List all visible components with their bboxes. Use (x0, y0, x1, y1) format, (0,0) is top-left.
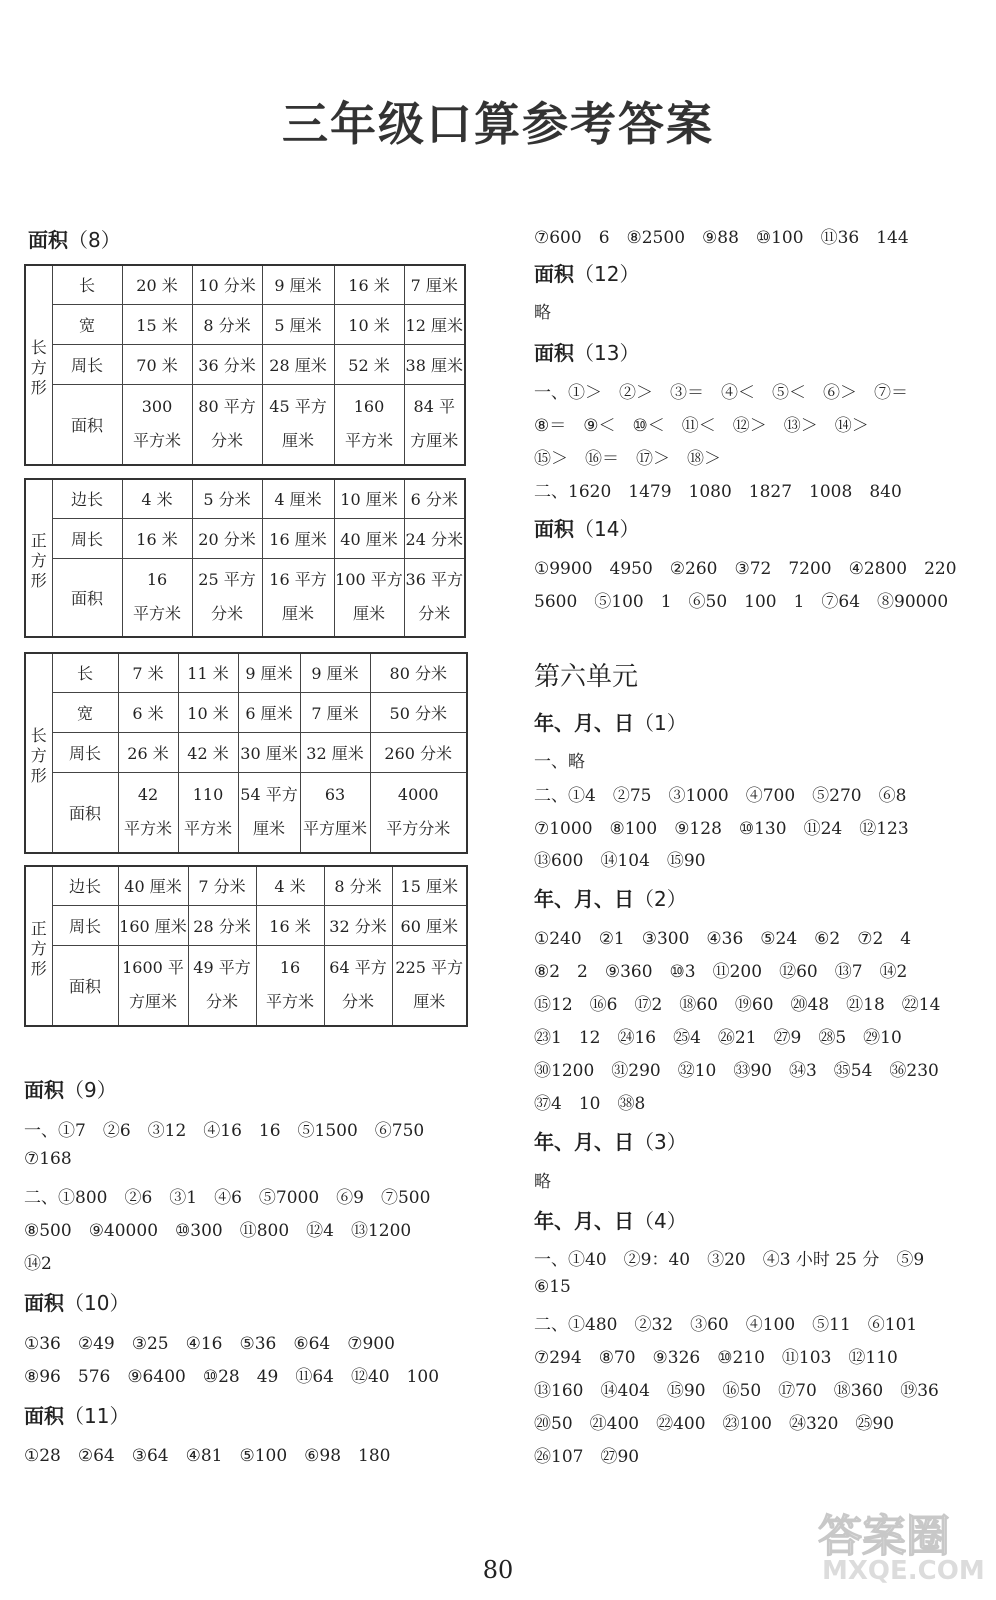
table-cell: 5 分米 (192, 479, 262, 518)
section-heading: 面积（11） (24, 1404, 130, 1428)
section-heading: 面积（13） (534, 341, 640, 365)
answer-line: ㉖107 ㉗90 (534, 1447, 640, 1467)
rectangle-table-2 (24, 652, 468, 854)
table-cell: 25 平方 分米 (192, 558, 262, 637)
row-label: 宽 (52, 304, 122, 344)
answer-line: 二、①4 ②75 ③1000 ④700 ⑤270 ⑥8 (534, 786, 907, 806)
table-cell: 160 厘米 (118, 905, 188, 945)
answer-line: ⑧500 ⑨40000 ⑩300 ⑪800 ⑫4 ⑬1200 (24, 1221, 412, 1241)
answer-line: ⑳50 ㉑400 ㉒400 ㉓100 ㉔320 ㉕90 (534, 1414, 895, 1434)
table-cell: 24 分米 (404, 518, 465, 558)
section-heading: 年、月、日（3） (534, 1130, 687, 1154)
answer-line: ⑧＝ ⑨＜ ⑩＜ ⑪＜ ⑫＞ ⑬＞ ⑭＞ (534, 416, 869, 436)
table-cell: 50 分米 (370, 692, 467, 732)
table-cell: 20 分米 (192, 518, 262, 558)
watermark-text: 答案圈 (818, 1511, 950, 1562)
table-cell: 12 厘米 (404, 304, 465, 344)
table-cell: 4000 平方分米 (370, 772, 467, 853)
table-cell: 15 厘米 (392, 866, 467, 905)
table-cell: 10 米 (178, 692, 238, 732)
table-cell: 6 分米 (404, 479, 465, 518)
table-cell: 32 分米 (324, 905, 392, 945)
answer-line: ⑬600 ⑭104 ⑮90 (534, 851, 706, 871)
section-heading: 面积（10） (24, 1291, 130, 1315)
table-cell: 5 厘米 (262, 304, 334, 344)
table-cell: 40 厘米 (118, 866, 188, 905)
table-cell: 36 分米 (192, 344, 262, 384)
answer-line: ①28 ②64 ③64 ④81 ⑤100 ⑥98 180 (24, 1446, 391, 1466)
row-label: 周长 (52, 732, 118, 772)
row-label: 边长 (52, 866, 118, 905)
table-cell: 45 平方 厘米 (262, 384, 334, 465)
answer-line: 略 (534, 303, 551, 323)
table-cell: 42 平方米 (118, 772, 178, 853)
table-cell: 4 厘米 (262, 479, 334, 518)
table-cell: 16 厘米 (262, 518, 334, 558)
row-label: 边长 (52, 479, 122, 518)
table-cell: 7 厘米 (404, 265, 465, 304)
table-cell: 28 分米 (188, 905, 256, 945)
table-cell: 63 平方厘米 (300, 772, 370, 853)
rectangle-table-1 (24, 264, 466, 466)
section-heading: 面积（8） (28, 228, 121, 252)
table-cell: 16 米 (334, 265, 404, 304)
row-label: 周长 (52, 518, 122, 558)
answer-line: 略 (534, 1172, 551, 1192)
answer-line: 一、略 (534, 752, 585, 772)
answer-line: 二、①800 ②6 ③1 ④6 ⑤7000 ⑥9 ⑦500 (24, 1188, 431, 1208)
table-cell: 70 米 (122, 344, 192, 384)
table-cell: 9 厘米 (238, 653, 300, 692)
answer-line: 二、1620 1479 1080 1827 1008 840 (534, 482, 902, 502)
section-heading: 面积（12） (534, 262, 640, 286)
answer-line: ⑥15 (534, 1277, 571, 1297)
answer-line: ⑦1000 ⑧100 ⑨128 ⑩130 ⑪24 ⑫123 (534, 819, 909, 839)
table-cell: 300 平方米 (122, 384, 192, 465)
square-table-2 (24, 865, 468, 1027)
table-cell: 40 厘米 (334, 518, 404, 558)
table-cell: 7 厘米 (300, 692, 370, 732)
table-cell: 225 平方 厘米 (392, 945, 467, 1026)
section-heading: 年、月、日（2） (534, 887, 687, 911)
table-cell: 15 米 (122, 304, 192, 344)
table-cell: 16 平方 厘米 (262, 558, 334, 637)
table-cell: 20 米 (122, 265, 192, 304)
answer-line: ㊲4 10 ㊳8 (534, 1094, 646, 1114)
table-cell: 8 分米 (324, 866, 392, 905)
table-cell: 9 厘米 (300, 653, 370, 692)
row-label: 周长 (52, 344, 122, 384)
row-label: 面积 (52, 558, 122, 637)
answer-line: 5600 ⑤100 1 ⑥50 100 1 ⑦64 ⑧90000 (534, 592, 949, 612)
table-cell: 10 分米 (192, 265, 262, 304)
watermark (818, 1500, 988, 1595)
answer-line: 二、①480 ②32 ③60 ④100 ⑤11 ⑥101 (534, 1315, 918, 1335)
row-label: 长 (52, 653, 118, 692)
table-cell: 10 米 (334, 304, 404, 344)
table-cell: 60 厘米 (392, 905, 467, 945)
watermark-url: MXQE.COM (822, 1556, 985, 1586)
table-cell: 16 平方米 (122, 558, 192, 637)
table-cell: 4 米 (122, 479, 192, 518)
page-title: 三年级口算参考答案 (282, 97, 714, 151)
answer-line: 一、①40 ②9：40 ③20 ④3 小时 25 分 ⑤9 (534, 1250, 925, 1270)
table-cell: 160 平方米 (334, 384, 404, 465)
answer-line: ①9900 4950 ②260 ③72 7200 ④2800 220 (534, 559, 957, 579)
table-cell: 38 厘米 (404, 344, 465, 384)
page-number: 80 (482, 1556, 514, 1584)
answer-line: 一、①7 ②6 ③12 ④16 16 ⑤1500 ⑥750 (24, 1121, 425, 1141)
table-cell: 26 米 (118, 732, 178, 772)
table-cell: 6 米 (118, 692, 178, 732)
unit-title: 第六单元 (534, 662, 639, 692)
answer-line: ⑮＞ ⑯＝ ⑰＞ ⑱＞ (534, 449, 721, 469)
section-heading: 面积（9） (24, 1078, 117, 1102)
table-cell: 64 平方 分米 (324, 945, 392, 1026)
answer-line: ⑦168 (24, 1149, 72, 1169)
answer-line: ⑭2 (24, 1254, 52, 1274)
table-cell: 84 平 方厘米 (404, 384, 465, 465)
table-cell: 7 米 (118, 653, 178, 692)
answer-line: ㉚1200 ㉛290 ㉜10 ㉝90 ㉞3 ㉟54 ㊱230 (534, 1061, 939, 1081)
table-cell: 80 平方 分米 (192, 384, 262, 465)
table-cell: 100 平方 厘米 (334, 558, 404, 637)
answer-line: ⑬160 ⑭404 ⑮90 ⑯50 ⑰70 ⑱360 ⑲36 (534, 1381, 939, 1401)
category-rectangle: 长 方 形 (25, 265, 52, 465)
row-label: 面积 (52, 772, 118, 853)
table-cell: 16 米 (256, 905, 324, 945)
answer-line: ⑦294 ⑧70 ⑨326 ⑩210 ⑪103 ⑫110 (534, 1348, 898, 1368)
table-cell: 9 厘米 (262, 265, 334, 304)
category-square: 正 方 形 (25, 866, 52, 1026)
table-cell: 10 厘米 (334, 479, 404, 518)
section-heading: 面积（14） (534, 517, 640, 541)
row-label: 周长 (52, 905, 118, 945)
table-cell: 4 米 (256, 866, 324, 905)
table-cell: 16 米 (122, 518, 192, 558)
answer-line: ⑦600 6 ⑧2500 ⑨88 ⑩100 ⑪36 144 (534, 228, 909, 248)
table-cell: 1600 平 方厘米 (118, 945, 188, 1026)
row-label: 长 (52, 265, 122, 304)
table-cell: 16 平方米 (256, 945, 324, 1026)
answer-line: ①240 ②1 ③300 ④36 ⑤24 ⑥2 ⑦2 4 (534, 929, 912, 949)
section-heading: 年、月、日（4） (534, 1209, 687, 1233)
table-cell: 8 分米 (192, 304, 262, 344)
table-cell: 49 平方 分米 (188, 945, 256, 1026)
answer-line: 一、①＞ ②＞ ③＝ ④＜ ⑤＜ ⑥＞ ⑦＝ (534, 383, 908, 403)
section-heading: 年、月、日（1） (534, 711, 687, 735)
table-cell: 6 厘米 (238, 692, 300, 732)
category-rectangle: 长 方 形 (25, 653, 52, 853)
row-label: 宽 (52, 692, 118, 732)
answer-line: ⑧96 576 ⑨6400 ⑩28 49 ⑪64 ⑫40 100 (24, 1367, 440, 1387)
table-cell: 42 米 (178, 732, 238, 772)
table-cell: 7 分米 (188, 866, 256, 905)
answer-line: ⑮12 ⑯6 ⑰2 ⑱60 ⑲60 ⑳48 ㉑18 ㉒14 (534, 995, 941, 1015)
table-cell: 110 平方米 (178, 772, 238, 853)
row-label: 面积 (52, 384, 122, 465)
table-cell: 30 厘米 (238, 732, 300, 772)
square-table-1 (24, 478, 466, 638)
table-cell: 28 厘米 (262, 344, 334, 384)
table-cell: 54 平方 厘米 (238, 772, 300, 853)
table-cell: 260 分米 (370, 732, 467, 772)
table-cell: 52 米 (334, 344, 404, 384)
answer-line: ⑧2 2 ⑨360 ⑩3 ⑪200 ⑫60 ⑬7 ⑭2 (534, 962, 908, 982)
table-cell: 11 米 (178, 653, 238, 692)
table-cell: 32 厘米 (300, 732, 370, 772)
answer-line: ㉓1 12 ㉔16 ㉕4 ㉖21 ㉗9 ㉘5 ㉙10 (534, 1028, 902, 1048)
row-label: 面积 (52, 945, 118, 1026)
category-square: 正 方 形 (25, 479, 52, 637)
table-cell: 36 平方 分米 (404, 558, 465, 637)
table-cell: 80 分米 (370, 653, 467, 692)
answer-line: ①36 ②49 ③25 ④16 ⑤36 ⑥64 ⑦900 (24, 1334, 395, 1354)
